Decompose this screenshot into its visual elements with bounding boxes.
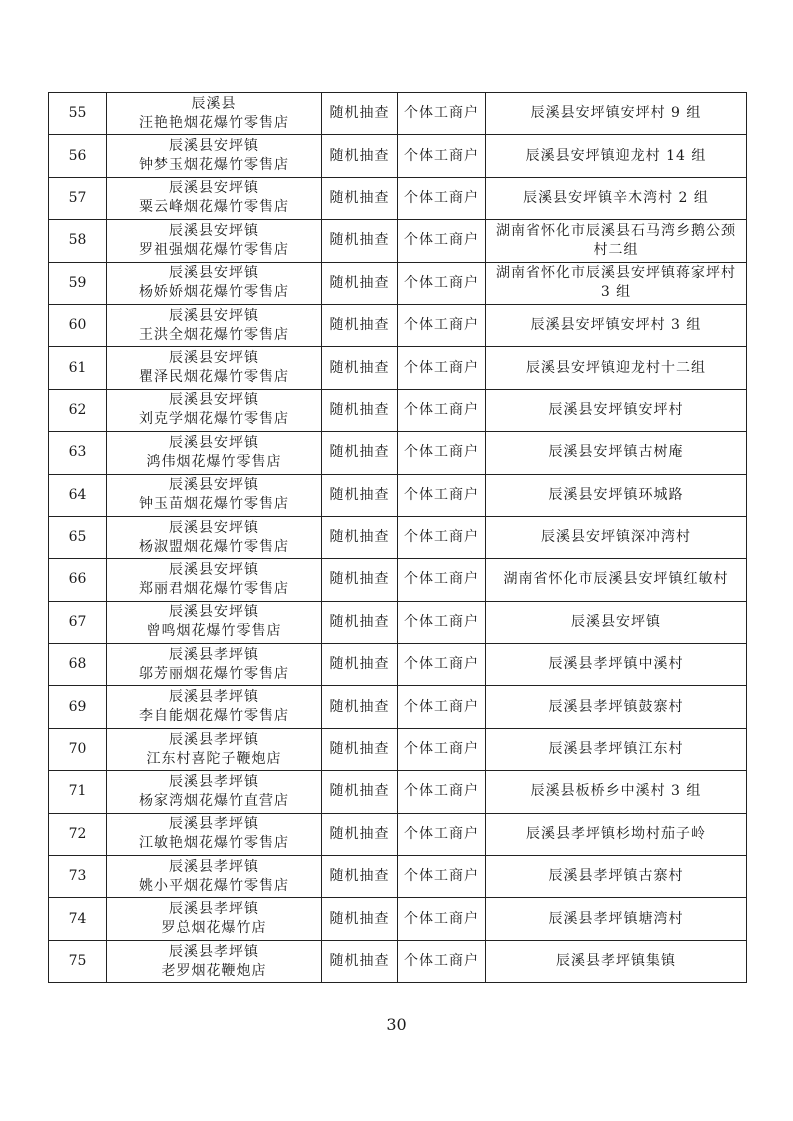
entity-name — [107, 601, 322, 643]
entity-address — [486, 771, 747, 813]
row-number: 66 — [49, 559, 107, 601]
entity-name-line1: 辰溪县安坪镇 — [169, 138, 259, 155]
entity-name-line2: 老罗烟花鞭炮店 — [161, 962, 267, 979]
entity-name-line1: 辰溪县安坪镇 — [169, 180, 259, 197]
row-number: 69 — [49, 686, 107, 728]
inspection-method: 随机抽查 — [322, 813, 398, 855]
entity-address-line1: 辰溪县孝坪镇中溪村 — [548, 656, 684, 673]
row-number: 68 — [49, 644, 107, 686]
entity-name-line1: 辰溪县 — [191, 95, 237, 112]
entity-name — [107, 856, 322, 898]
row-number: 65 — [49, 516, 107, 558]
entity-address-line1: 辰溪县孝坪镇集镇 — [556, 953, 676, 969]
entity-address-line1: 湖南省怀化市辰溪县安坪镇红敏村 — [503, 571, 729, 588]
entity-address — [486, 601, 747, 643]
table-row — [49, 432, 747, 474]
entity-name — [107, 135, 322, 177]
entity-address — [486, 304, 747, 346]
inspection-method: 随机抽查 — [322, 771, 398, 813]
entity-name-line1: 辰溪县孝坪镇 — [169, 901, 259, 918]
entity-address-line1: 辰溪县安坪镇深冲湾村 — [541, 529, 691, 546]
row-number: 67 — [49, 601, 107, 643]
entity-name-line1: 辰溪县孝坪镇 — [169, 689, 259, 706]
entity-address — [486, 93, 747, 135]
table-row — [49, 389, 747, 431]
entity-name-line2: 王洪全烟花爆竹零售店 — [139, 326, 289, 343]
entity-name — [107, 813, 322, 855]
entity-address-line2: 3 组 — [600, 284, 632, 301]
table-row — [49, 93, 747, 135]
row-number: 62 — [49, 389, 107, 431]
entity-name-line1: 辰溪县孝坪镇 — [169, 646, 259, 663]
entity-name-line1: 辰溪县安坪镇 — [169, 519, 259, 536]
entity-name-line2: 鸿伟烟花爆竹零售店 — [146, 453, 282, 470]
row-number: 63 — [49, 432, 107, 474]
entity-type: 个体工商户 — [398, 347, 486, 389]
entity-name-line2: 杨家湾烟花爆竹直营店 — [139, 792, 289, 809]
table-row — [49, 474, 747, 516]
entity-address — [486, 559, 747, 601]
entity-address-line1: 辰溪县孝坪镇古寨村 — [548, 868, 684, 885]
entity-address — [486, 813, 747, 855]
table-body — [49, 93, 747, 983]
entity-name-line2: 曾鸣烟花爆竹零售店 — [146, 623, 282, 640]
entity-address-line1: 辰溪县安坪镇辛木湾村 2 组 — [523, 189, 709, 206]
entity-name-line2: 江敏艳烟花爆竹零售店 — [139, 835, 289, 852]
entity-name — [107, 898, 322, 940]
entity-type: 个体工商户 — [398, 728, 486, 770]
entity-name-line1: 辰溪县安坪镇 — [169, 477, 259, 494]
entity-address-line1: 辰溪县安坪镇环城路 — [548, 486, 684, 503]
entity-address — [486, 686, 747, 728]
entity-name-line1: 辰溪县孝坪镇 — [169, 773, 259, 790]
entity-name — [107, 728, 322, 770]
inspection-method: 随机抽查 — [322, 262, 398, 304]
entity-name-line1: 辰溪县孝坪镇 — [169, 731, 259, 748]
entity-name — [107, 559, 322, 601]
table-row — [49, 601, 747, 643]
table-row — [49, 898, 747, 940]
entity-address — [486, 940, 747, 982]
inspection-method: 随机抽查 — [322, 304, 398, 346]
entity-name-line2: 邬芳丽烟花爆竹零售店 — [139, 665, 289, 682]
entity-address — [486, 220, 747, 262]
entity-address — [486, 135, 747, 177]
table-row — [49, 304, 747, 346]
entity-name-line1: 辰溪县安坪镇 — [169, 561, 259, 578]
entity-name — [107, 304, 322, 346]
entity-address — [486, 516, 747, 558]
row-number: 61 — [49, 347, 107, 389]
inspection-method: 随机抽查 — [322, 177, 398, 219]
entity-name-line1: 辰溪县安坪镇 — [169, 392, 259, 409]
entity-name-line2: 罗祖强烟花爆竹零售店 — [139, 241, 289, 258]
row-number: 71 — [49, 771, 107, 813]
entity-name — [107, 389, 322, 431]
row-number: 74 — [49, 898, 107, 940]
inspection-method: 随机抽查 — [322, 389, 398, 431]
table-row — [49, 559, 747, 601]
entity-type: 个体工商户 — [398, 432, 486, 474]
entity-name-line1: 辰溪县安坪镇 — [169, 604, 259, 621]
entity-type: 个体工商户 — [398, 559, 486, 601]
inspection-method: 随机抽查 — [322, 559, 398, 601]
table-row — [49, 135, 747, 177]
inspection-method: 随机抽查 — [322, 135, 398, 177]
entity-name — [107, 940, 322, 982]
inspection-method: 随机抽查 — [322, 474, 398, 516]
entity-name-line2: 杨娇娇烟花爆竹零售店 — [139, 284, 289, 301]
entity-name-line2: 杨淑盟烟花爆竹零售店 — [139, 538, 289, 555]
inspection-method: 随机抽查 — [322, 940, 398, 982]
table-row — [49, 516, 747, 558]
row-number: 57 — [49, 177, 107, 219]
row-number: 59 — [49, 262, 107, 304]
entity-name-line1: 辰溪县孝坪镇 — [169, 858, 259, 875]
entity-address — [486, 728, 747, 770]
entity-type: 个体工商户 — [398, 813, 486, 855]
entity-address-line1: 辰溪县孝坪镇江东村 — [548, 741, 684, 758]
entity-type: 个体工商户 — [398, 474, 486, 516]
inspection-table — [48, 92, 747, 983]
inspection-method: 随机抽查 — [322, 728, 398, 770]
entity-address-line1: 辰溪县安坪镇迎龙村 14 组 — [525, 147, 707, 164]
entity-name-line2: 李自能烟花爆竹零售店 — [139, 708, 289, 725]
entity-address-line2: 村二组 — [593, 241, 639, 258]
entity-name-line1: 辰溪县孝坪镇 — [169, 943, 259, 960]
inspection-method: 随机抽查 — [322, 644, 398, 686]
entity-type: 个体工商户 — [398, 93, 486, 135]
entity-name-line2: 罗总烟花爆竹店 — [161, 920, 267, 937]
entity-address-line1: 辰溪县安坪镇安坪村 — [548, 401, 684, 418]
table-row — [49, 347, 747, 389]
row-number: 60 — [49, 304, 107, 346]
entity-name — [107, 177, 322, 219]
entity-name-line2: 江东村喜陀子鞭炮店 — [146, 750, 282, 767]
entity-address-line1: 辰溪县安坪镇迎龙村十二组 — [526, 359, 706, 376]
page-number: 30 — [386, 1015, 407, 1034]
entity-name-line2: 钟玉苗烟花爆竹零售店 — [139, 496, 289, 513]
table-row — [49, 728, 747, 770]
entity-type: 个体工商户 — [398, 304, 486, 346]
inspection-method: 随机抽查 — [322, 220, 398, 262]
entity-type: 个体工商户 — [398, 135, 486, 177]
table-row — [49, 856, 747, 898]
table-row — [49, 220, 747, 262]
entity-type: 个体工商户 — [398, 940, 486, 982]
entity-name-line1: 辰溪县安坪镇 — [169, 222, 259, 239]
entity-name — [107, 220, 322, 262]
entity-address — [486, 177, 747, 219]
inspection-method: 随机抽查 — [322, 516, 398, 558]
entity-type: 个体工商户 — [398, 262, 486, 304]
entity-name-line2: 粟云峰烟花爆竹零售店 — [139, 199, 289, 216]
entity-address-line1: 辰溪县安坪镇 — [571, 613, 661, 630]
entity-address-line1: 辰溪县板桥乡中溪村 3 组 — [530, 783, 702, 800]
row-number: 72 — [49, 813, 107, 855]
row-number: 70 — [49, 728, 107, 770]
entity-type: 个体工商户 — [398, 389, 486, 431]
entity-name — [107, 347, 322, 389]
entity-name-line2: 郑丽君烟花爆竹零售店 — [139, 580, 289, 597]
entity-name — [107, 262, 322, 304]
inspection-method: 随机抽查 — [322, 432, 398, 474]
entity-name-line1: 辰溪县孝坪镇 — [169, 816, 259, 833]
row-number: 56 — [49, 135, 107, 177]
entity-address — [486, 262, 747, 304]
entity-name-line2: 钟梦玉烟花爆竹零售店 — [139, 157, 289, 174]
entity-type: 个体工商户 — [398, 856, 486, 898]
row-number: 58 — [49, 220, 107, 262]
entity-address — [486, 644, 747, 686]
entity-name-line2: 姚小平烟花爆竹零售店 — [139, 877, 289, 894]
entity-address-line1: 湖南省怀化市辰溪县石马湾乡鹅公颈 — [496, 222, 736, 239]
entity-address-line1: 辰溪县孝坪镇塘湾村 — [548, 910, 684, 927]
entity-address — [486, 474, 747, 516]
row-number: 55 — [49, 93, 107, 135]
inspection-method: 随机抽查 — [322, 898, 398, 940]
inspection-method: 随机抽查 — [322, 686, 398, 728]
table-row — [49, 177, 747, 219]
entity-name — [107, 686, 322, 728]
entity-address — [486, 856, 747, 898]
inspection-method: 随机抽查 — [322, 347, 398, 389]
table-row — [49, 940, 747, 982]
entity-address — [486, 432, 747, 474]
entity-type: 个体工商户 — [398, 516, 486, 558]
entity-address — [486, 389, 747, 431]
entity-name — [107, 516, 322, 558]
entity-type: 个体工商户 — [398, 644, 486, 686]
row-number: 75 — [49, 940, 107, 982]
entity-name-line1: 辰溪县安坪镇 — [169, 434, 259, 451]
entity-address-line1: 辰溪县孝坪镇鼓寨村 — [548, 698, 684, 715]
row-number: 73 — [49, 856, 107, 898]
entity-name-line2: 刘克学烟花爆竹零售店 — [139, 411, 289, 428]
entity-name — [107, 93, 322, 135]
table-row — [49, 644, 747, 686]
entity-address-line1: 辰溪县安坪镇古树庵 — [548, 444, 684, 461]
table-row — [49, 686, 747, 728]
entity-type: 个体工商户 — [398, 686, 486, 728]
entity-name — [107, 644, 322, 686]
inspection-method: 随机抽查 — [322, 601, 398, 643]
entity-address-line1: 湖南省怀化市辰溪县安坪镇蒋家坪村 — [496, 265, 736, 282]
table-row — [49, 262, 747, 304]
entity-type: 个体工商户 — [398, 601, 486, 643]
entity-address-line1: 辰溪县安坪镇安坪村 3 组 — [530, 317, 702, 334]
entity-name — [107, 432, 322, 474]
entity-address-line1: 辰溪县孝坪镇杉坳村茄子岭 — [526, 825, 706, 842]
entity-name-line1: 辰溪县安坪镇 — [169, 307, 259, 324]
entity-name — [107, 474, 322, 516]
entity-name-line2: 汪艳艳烟花爆竹零售店 — [139, 114, 289, 131]
inspection-method: 随机抽查 — [322, 93, 398, 135]
table-row — [49, 771, 747, 813]
inspection-method: 随机抽查 — [322, 856, 398, 898]
entity-type: 个体工商户 — [398, 177, 486, 219]
entity-type: 个体工商户 — [398, 220, 486, 262]
entity-type: 个体工商户 — [398, 771, 486, 813]
entity-address-line1: 辰溪县安坪镇安坪村 9 组 — [530, 105, 702, 122]
table-row — [49, 813, 747, 855]
row-number: 64 — [49, 474, 107, 516]
entity-address — [486, 347, 747, 389]
entity-name-line1: 辰溪县安坪镇 — [169, 350, 259, 367]
entity-name-line2: 瞿泽民烟花爆竹零售店 — [139, 369, 289, 386]
entity-name-line1: 辰溪县安坪镇 — [169, 265, 259, 282]
entity-type: 个体工商户 — [398, 898, 486, 940]
entity-address — [486, 898, 747, 940]
entity-name — [107, 771, 322, 813]
